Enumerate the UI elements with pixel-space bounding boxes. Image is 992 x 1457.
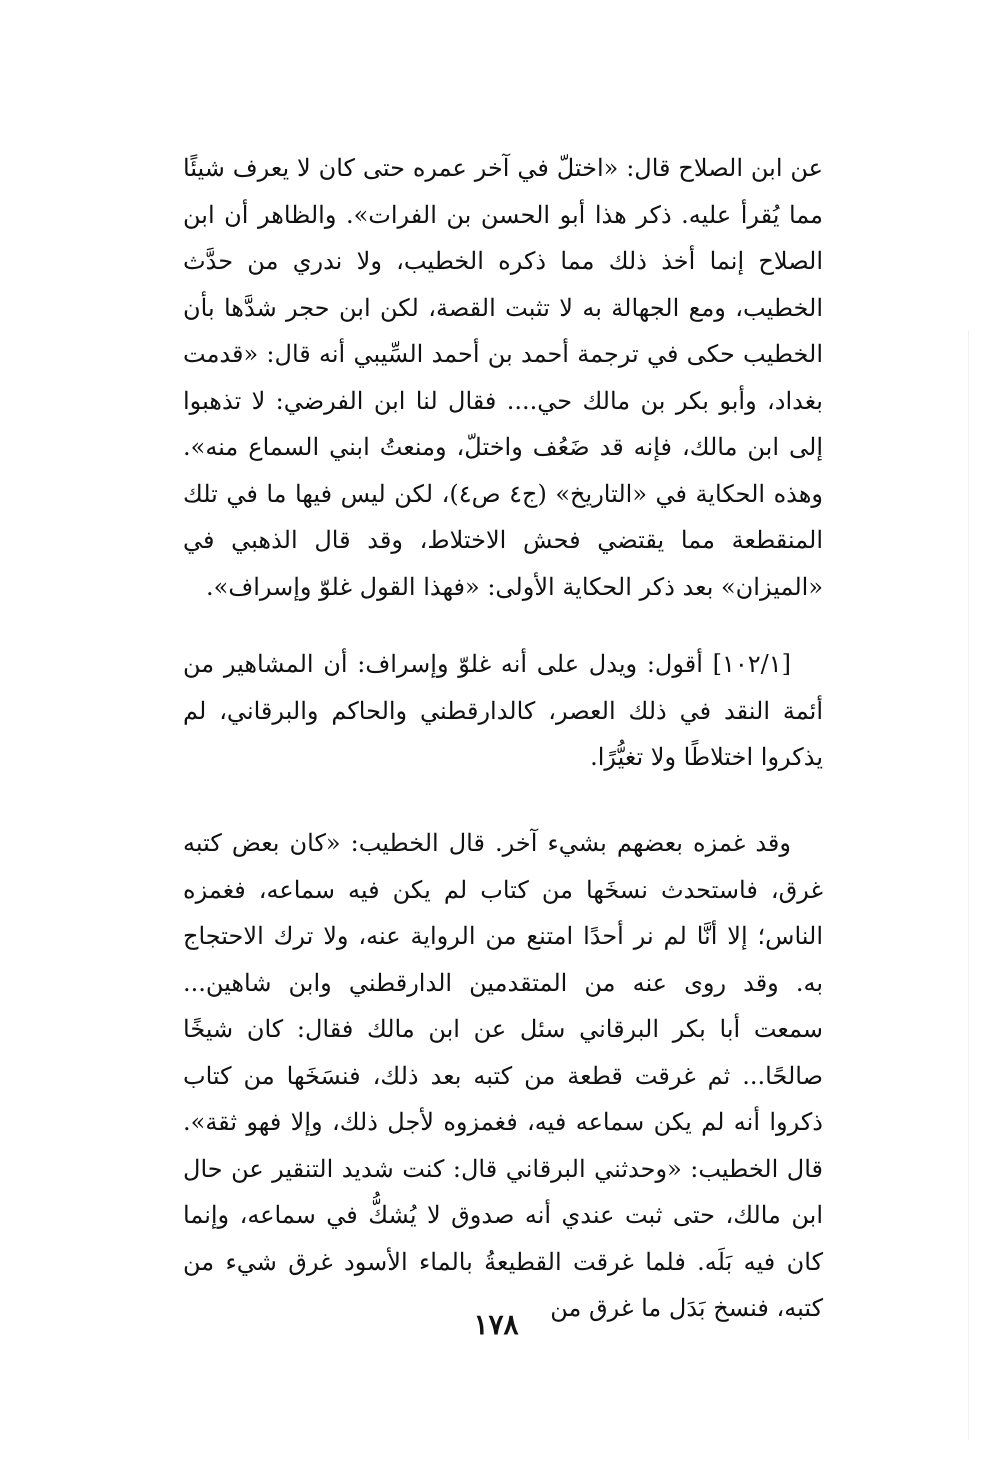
page-number: ١٧٨ xyxy=(473,1308,519,1341)
paragraph-3-block xyxy=(183,820,823,1332)
paragraph-3: وقد غمزه بعضهم بشيء آخر. قال الخطيب: «كان بعض كتبه غرق، فاستحدث نسخَها من كتاب لم يكن فيه سماعه، فغمزه الناس؛ إلا أنَّا لم نر أحدًا امتنع من الرواية عنه، ولا ترك الاحتجاج به. وقد روى عنه من المتقدمين الدارقطني وابن شاهين... سمعت أبا بكر البرقاني سئل عن ابن مالك فقال: كان شيخًا صالحًا... ثم غرقت قطعة من كتبه بعد ذلك، فنسَخَها من كتاب ذكروا أنه لم يكن سماعه فيه، فغمزوه لأجل ذلك، وإلا فهو ثقة». قال الخطيب: «وحدثني البرقاني قال: كنت شديد التنقير عن حال ابن مالك، حتى ثبت عندي أنه صدوق لا يُشكُّ في سماعه، وإنما كان فيه بَلَه. فلما غرقت القطيعةُ بالماء الأسود غرق شيء من كتبه، فنسخ بَدَل ما غرق من xyxy=(183,829,823,1322)
paragraph-1-block xyxy=(183,145,823,610)
scan-margin-line xyxy=(968,330,969,1440)
paragraph-1: عن ابن الصلاح قال: «اختلّ في آخر عمره حتى كان لا يعرف شيئًا مما يُقرأ عليه. ذكر هذا أبو الحسن بن الفرات». والظاهر أن ابن الصلاح إنما أخذ ذلك مما ذكره الخطيب، ولا ندري من حدَّث الخطيب، ومع الجهالة به لا تثبت القصة، لكن ابن حجر شدَّها بأن الخطيب حكى في ترجمة أحمد بن أحمد السِّيبي أنه قال: «قدمت بغداد، وأبو بكر بن مالك حي.... فقال لنا ابن الفرضي: لا تذهبوا إلى ابن مالك، فإنه قد ضَعُف واختلّ، ومنعتُ ابني السماع منه». وهذه الحكاية في «التاريخ» (ج٤ ص٤)، لكن ليس فيها ما في تلك المنقطعة مما يقتضي فحش الاختلاط، وقد قال الذهبي في «الميزان» بعد ذكر الحكاية الأولى: «فهذا القول غلوّ وإسراف». xyxy=(183,154,823,601)
paragraph-2: [١٠٢/١] أقول: ويدل على أنه غلوّ وإسراف: أن المشاهير من أئمة النقد في ذلك العصر، كالدارقطني والحاكم والبرقاني، لم يذكروا اختلاطًا ولا تغيُّرًا. xyxy=(183,650,823,771)
paragraph-2-block xyxy=(183,641,823,781)
